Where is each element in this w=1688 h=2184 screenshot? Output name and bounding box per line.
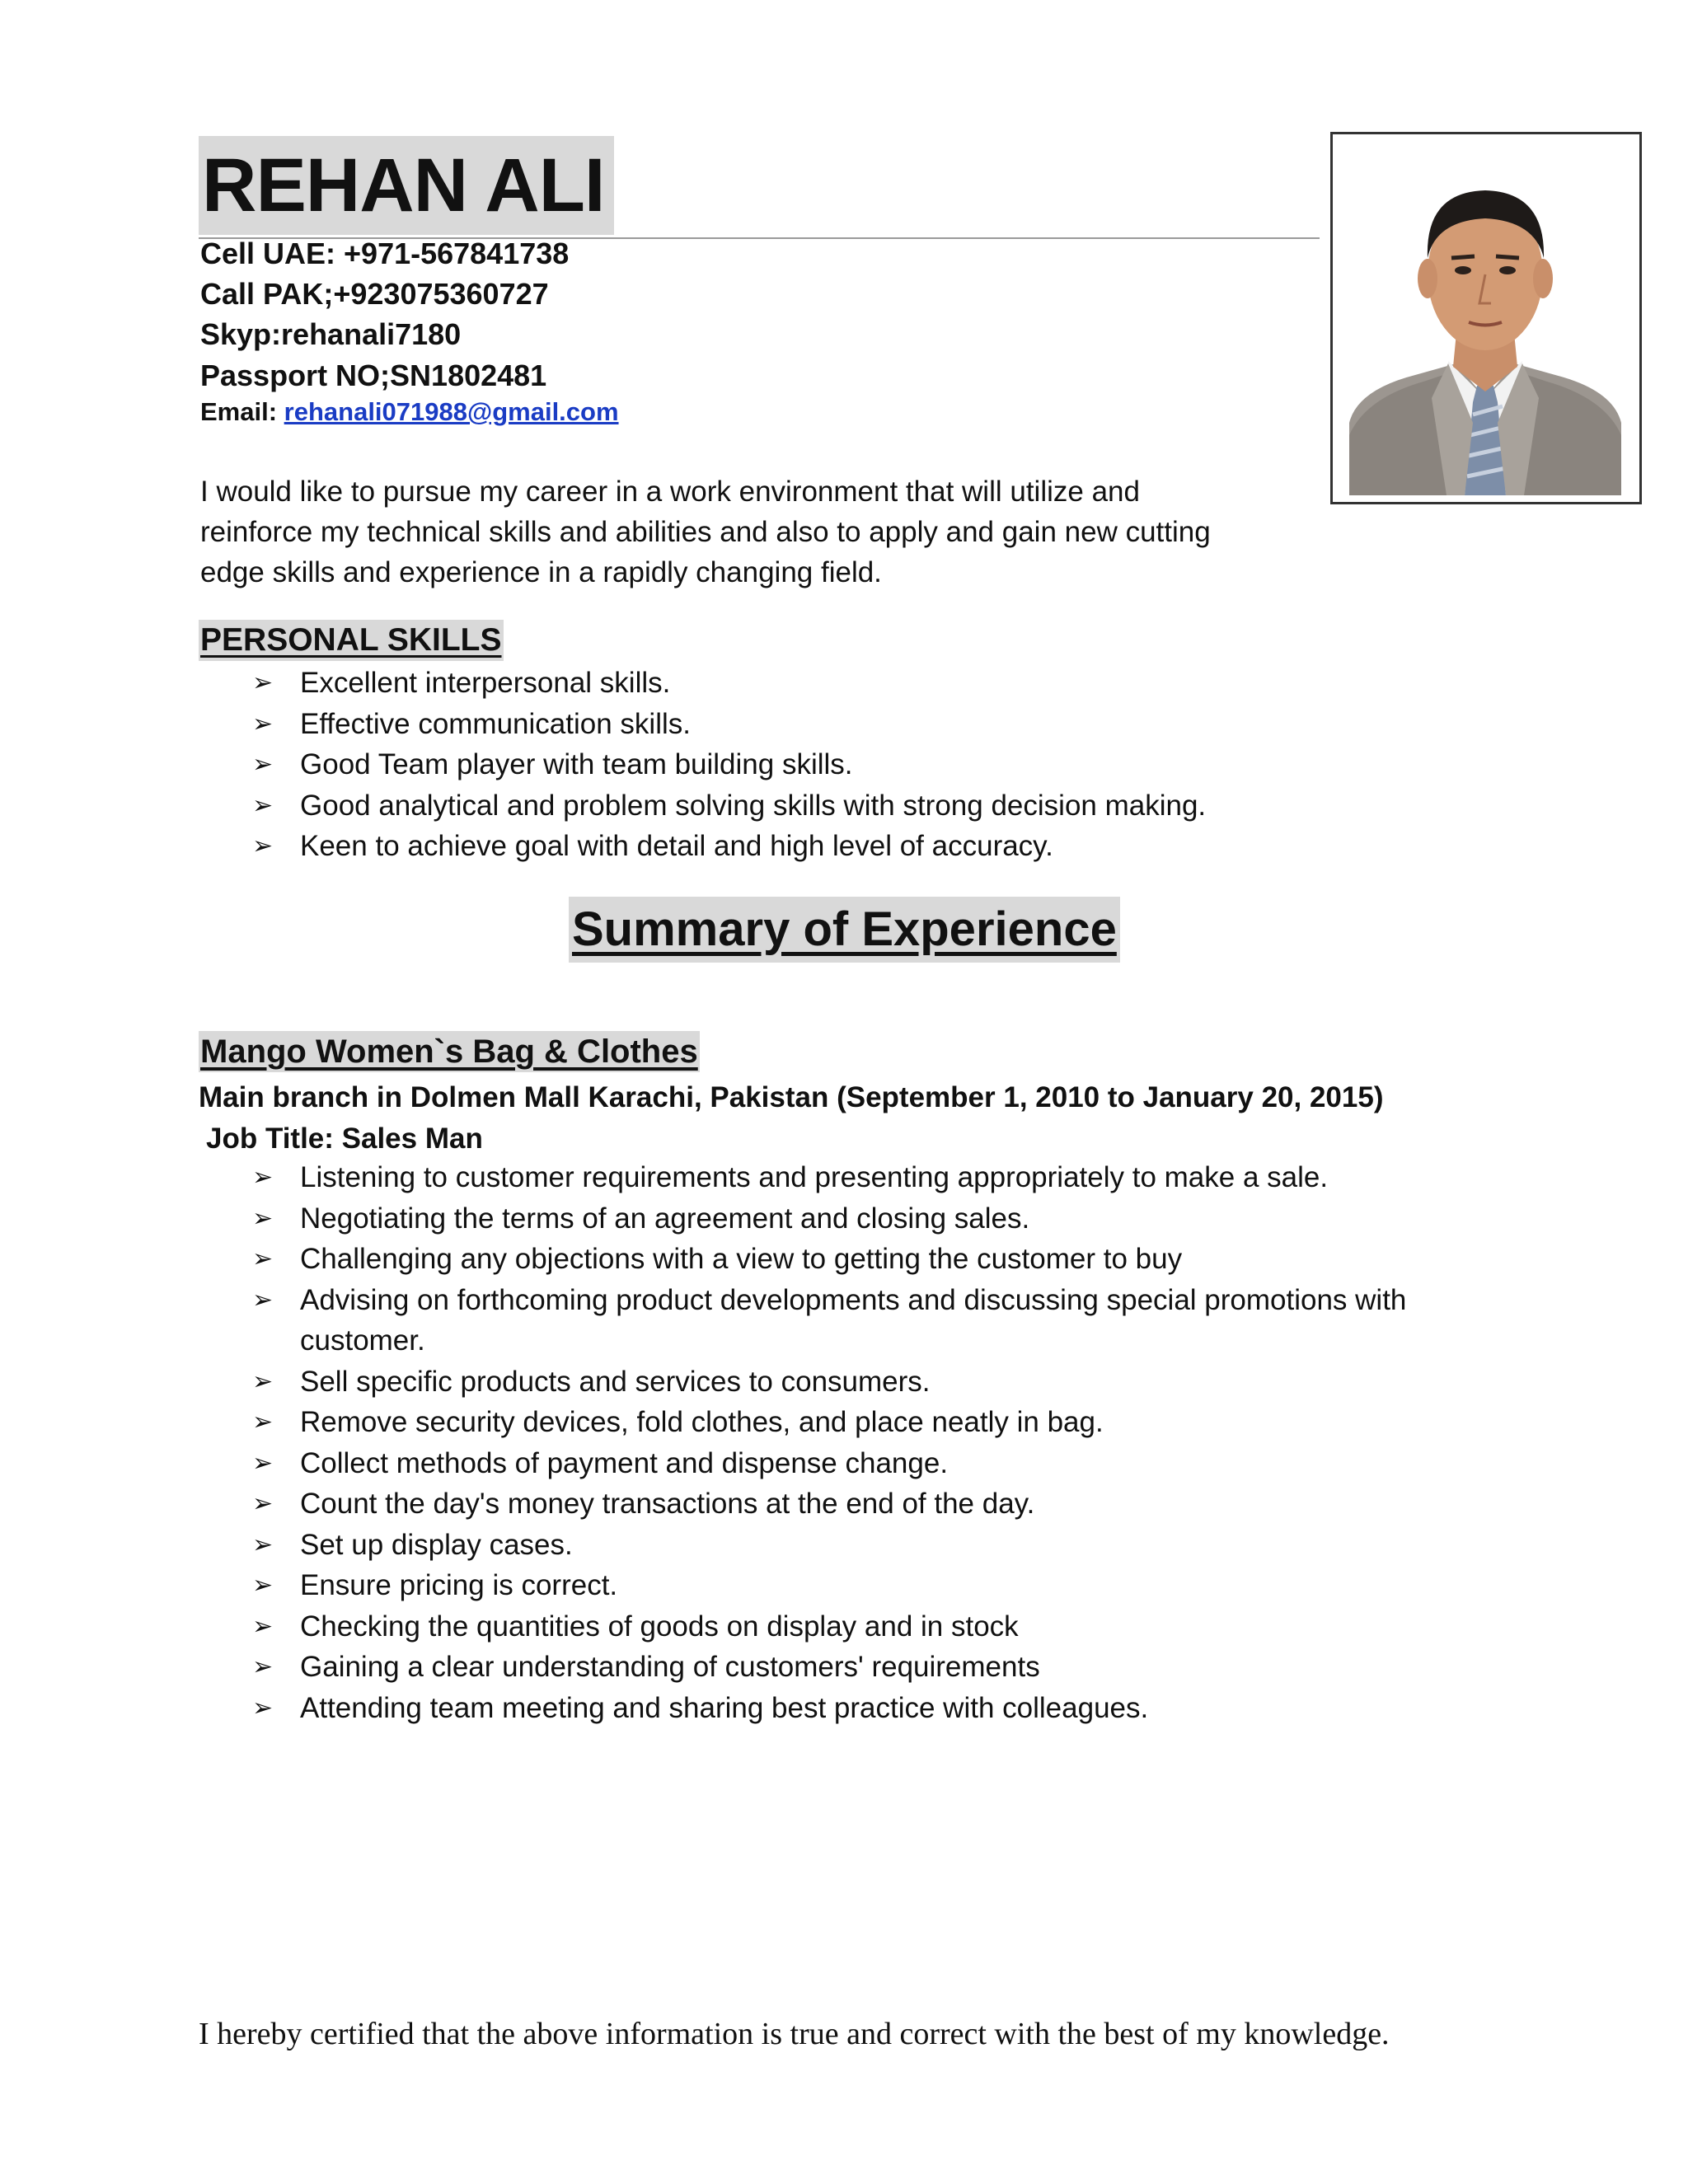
- arrow-bullet-icon: ➢: [252, 1204, 274, 1232]
- list-item: ➢ Effective communication skills.: [252, 704, 1206, 745]
- list-item: ➢ Challenging any objections with a view to getting the customer to buy: [252, 1239, 1503, 1280]
- contact-skype: Skyp:rehanali7180: [200, 317, 462, 351]
- job-title: Job Title: Sales Man: [206, 1122, 483, 1155]
- arrow-bullet-icon: ➢: [252, 1653, 274, 1680]
- job-duties-list: [252, 1157, 1503, 1728]
- arrow-bullet-icon: ➢: [252, 1286, 274, 1314]
- list-item: ➢ Keen to achieve goal with detail and high level of accuracy.: [252, 826, 1206, 867]
- objective-line: reinforce my technical skills and abilities and also to apply and gain new cutting: [200, 516, 1211, 548]
- personal-skills-heading: PERSONAL SKILLS: [199, 620, 504, 661]
- arrow-bullet-icon: ➢: [252, 1612, 274, 1640]
- list-item: ➢ Attending team meeting and sharing best practice with colleagues.: [252, 1688, 1503, 1729]
- contact-email: [200, 396, 619, 429]
- list-item: ➢ Count the day's money transactions at the end of the day.: [252, 1483, 1503, 1525]
- arrow-bullet-icon: ➢: [252, 710, 274, 738]
- certification-statement: I hereby certified that the above information is true and correct with the best of my knowledge.: [199, 2017, 1390, 2051]
- list-item: ➢ Negotiating the terms of an agreement and closing sales.: [252, 1198, 1503, 1240]
- arrow-bullet-icon: ➢: [252, 1694, 274, 1722]
- objective-line: I would like to pursue my career in a work environment that will utilize and: [200, 476, 1140, 508]
- arrow-bullet-icon: ➢: [252, 791, 274, 819]
- personal-skills-list: [252, 663, 1206, 867]
- list-item: ➢ Excellent interpersonal skills.: [252, 663, 1206, 704]
- arrow-bullet-icon: ➢: [252, 1408, 274, 1436]
- arrow-bullet-icon: ➢: [252, 1449, 274, 1477]
- resume-name: REHAN ALI: [199, 136, 614, 235]
- contact-cell-uae: Cell UAE: +971-567841738: [200, 237, 570, 270]
- arrow-bullet-icon: ➢: [252, 1572, 274, 1599]
- arrow-bullet-icon: ➢: [252, 1245, 274, 1272]
- list-item: ➢ Checking the quantities of goods on display and in stock: [252, 1606, 1503, 1647]
- arrow-bullet-icon: ➢: [252, 751, 274, 778]
- contact-call-pak: Call PAK;+923075360727: [200, 277, 549, 311]
- list-item: ➢ Remove security devices, fold clothes, and place neatly in bag.: [252, 1402, 1503, 1443]
- list-item: ➢ Sell specific products and services to consumers.: [252, 1361, 1503, 1403]
- email-label: Email:: [200, 397, 278, 426]
- list-item: ➢ Good analytical and problem solving skills with strong decision making.: [252, 785, 1206, 827]
- branch-details: Main branch in Dolmen Mall Karachi, Pakistan (September 1, 2010 to January 20, 2015): [199, 1081, 1384, 1113]
- contact-passport: Passport NO;SN1802481: [200, 359, 547, 392]
- company-heading: Mango Women`s Bag & Clothes: [199, 1031, 700, 1072]
- profile-photo: [1349, 151, 1621, 495]
- list-item: ➢ Set up display cases.: [252, 1525, 1503, 1566]
- list-item: ➢ Ensure pricing is correct.: [252, 1565, 1503, 1606]
- summary-heading: Summary of Experience: [569, 897, 1120, 963]
- list-item: ➢ Collect methods of payment and dispense change.: [252, 1443, 1503, 1484]
- objective-line: edge skills and experience in a rapidly changing field.: [200, 556, 882, 588]
- career-objective: [200, 471, 1296, 593]
- list-item: ➢ Good Team player with team building skills.: [252, 744, 1206, 785]
- arrow-bullet-icon: ➢: [252, 1530, 274, 1558]
- arrow-bullet-icon: ➢: [252, 669, 274, 696]
- list-item: ➢ Listening to customer requirements and presenting appropriately to make a sale.: [252, 1157, 1503, 1198]
- arrow-bullet-icon: ➢: [252, 1490, 274, 1517]
- email-link[interactable]: rehanali071988@gmail.com: [284, 397, 619, 426]
- arrow-bullet-icon: ➢: [252, 832, 274, 860]
- arrow-bullet-icon: ➢: [252, 1164, 274, 1191]
- list-item: ➢ Gaining a clear understanding of customers' requirements: [252, 1647, 1503, 1688]
- arrow-bullet-icon: ➢: [252, 1367, 274, 1395]
- list-item: ➢ Advising on forthcoming product developments and discussing special promotions with customer.: [252, 1280, 1503, 1361]
